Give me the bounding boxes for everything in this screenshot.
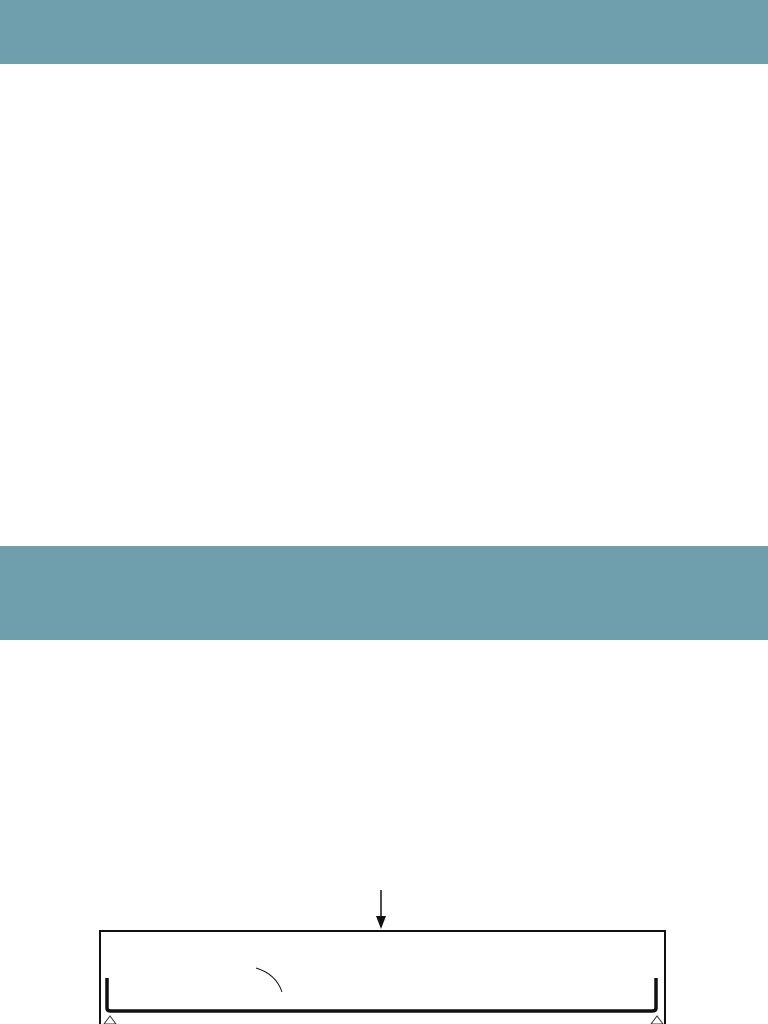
longitudinal-rebar bbox=[107, 978, 656, 1011]
slide-header-band bbox=[0, 0, 768, 64]
right-support-icon bbox=[651, 1016, 663, 1024]
load-arrowhead bbox=[376, 916, 386, 929]
slide-divider-band bbox=[0, 546, 768, 640]
angle-arc bbox=[256, 968, 282, 992]
left-support-icon bbox=[104, 1016, 116, 1024]
truss-analogy-figure bbox=[0, 868, 768, 1024]
